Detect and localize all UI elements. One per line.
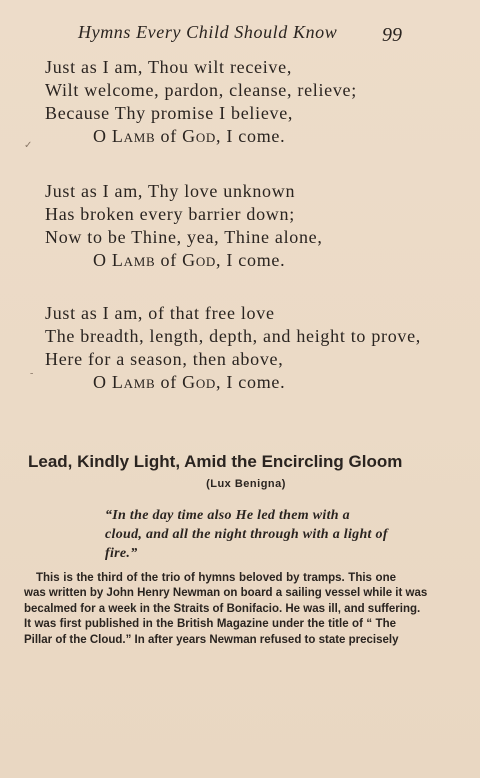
epigraph-line: fire.” — [105, 546, 138, 561]
prose-line: This is the third of the trio of hymns beloved by tramps. This one — [36, 572, 396, 584]
prose-line: It was first published in the British Magazine under the title of “ The — [24, 618, 396, 631]
verse-line: Because Thy promise I believe, — [45, 103, 294, 123]
verse-line: Now to be Thine, yea, Thine alone, — [45, 227, 323, 247]
page-number: 99 — [382, 24, 402, 46]
prose-line: Pillar of the Cloud.” In after years Newman refused to state precisely — [24, 633, 399, 646]
hymn-heading: Lead, Kindly Light, Amid the Encircling Gloom — [28, 452, 403, 471]
epigraph-line: cloud, and all the night through with a light of — [105, 527, 388, 542]
verse-line: Just as I am, Thy love unknown — [45, 181, 296, 201]
hymn-subheading: (Lux Benigna) — [206, 478, 286, 490]
epigraph-line: “In the day time also He led them with a — [105, 508, 350, 523]
running-header — [78, 22, 408, 46]
verse-line: Wilt welcome, pardon, cleanse, relieve; — [45, 80, 357, 100]
running-title: Hymns Every Child Should Know — [78, 22, 338, 42]
refrain-line: O Lamb of God, I come. — [93, 250, 286, 270]
verse-line: Has broken every barrier down; — [45, 204, 295, 224]
verse-line: Here for a season, then above, — [45, 349, 284, 369]
verse-line: Just as I am, Thou wilt receive, — [45, 57, 293, 77]
refrain-line: O Lamb of God, I come. — [93, 126, 286, 146]
verse-line: The breadth, length, depth, and height to prove, — [45, 326, 422, 346]
prose-paragraph — [24, 571, 428, 648]
page-speck: ‐ — [30, 368, 34, 379]
refrain-line: O Lamb of God, I come. — [93, 372, 286, 392]
epigraph — [105, 506, 405, 563]
verse-line: Just as I am, of that free love — [45, 303, 275, 323]
page-speck: ✓ — [24, 140, 33, 151]
hymn-stanza — [45, 302, 455, 394]
hymn-stanza — [45, 56, 455, 148]
prose-line: was written by John Henry Newman on board a sailing vessel while it was — [24, 587, 428, 600]
hymn-stanza — [45, 180, 455, 272]
prose-line: becalmed for a week in the Straits of Bonifacio. He was ill, and suffering. — [24, 602, 421, 615]
